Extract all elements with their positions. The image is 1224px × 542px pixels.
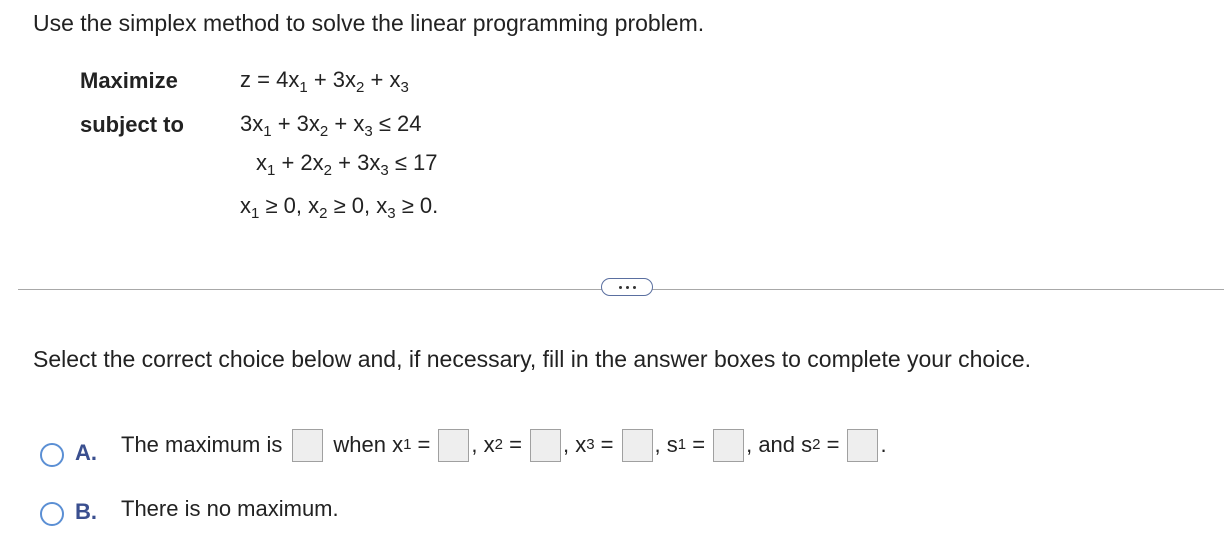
s1-input[interactable] [713,429,744,462]
x3-input[interactable] [622,429,653,462]
select-prompt: Select the correct choice below and, if necessary, fill in the answer boxes to complete your choice. [33,346,1032,372]
constraint-1: $3x_1 + 3x_2 + x_3 \le 24$ [240,111,422,140]
maximum-input[interactable] [292,429,323,462]
choice-b-text: There is no maximum. [121,496,339,521]
constraint-2: $x_1 + 2x_2 + 3x_3 \le 17$ [256,150,438,179]
maximize-label: Maximize [80,68,178,93]
objective-function: $z = 4x_1 + 3x_2 + x_3$ [240,67,409,96]
ellipsis-icon [619,286,622,289]
subject-to-label: subject to [80,112,184,137]
more-options-button[interactable] [601,278,653,296]
choice-a-letter: A. [75,440,97,465]
choice-b-radio[interactable] [40,502,64,526]
nonnegativity-constraints: $x_1 \ge 0$, $x_2 \ge 0$, $x_3 \ge 0$. [240,193,439,222]
s2-input[interactable] [847,429,878,462]
instruction-text: Use the simplex method to solve the linear programming problem. [33,10,705,36]
x2-input[interactable] [530,429,561,462]
choice-a-answer: The maximum is when x 1 = , x 2 = , x 3 = , s 1 = , and s 2 = . [121,428,887,462]
x1-input[interactable] [438,429,469,462]
choice-b-letter: B. [75,499,97,524]
choice-a-radio[interactable] [40,443,64,467]
